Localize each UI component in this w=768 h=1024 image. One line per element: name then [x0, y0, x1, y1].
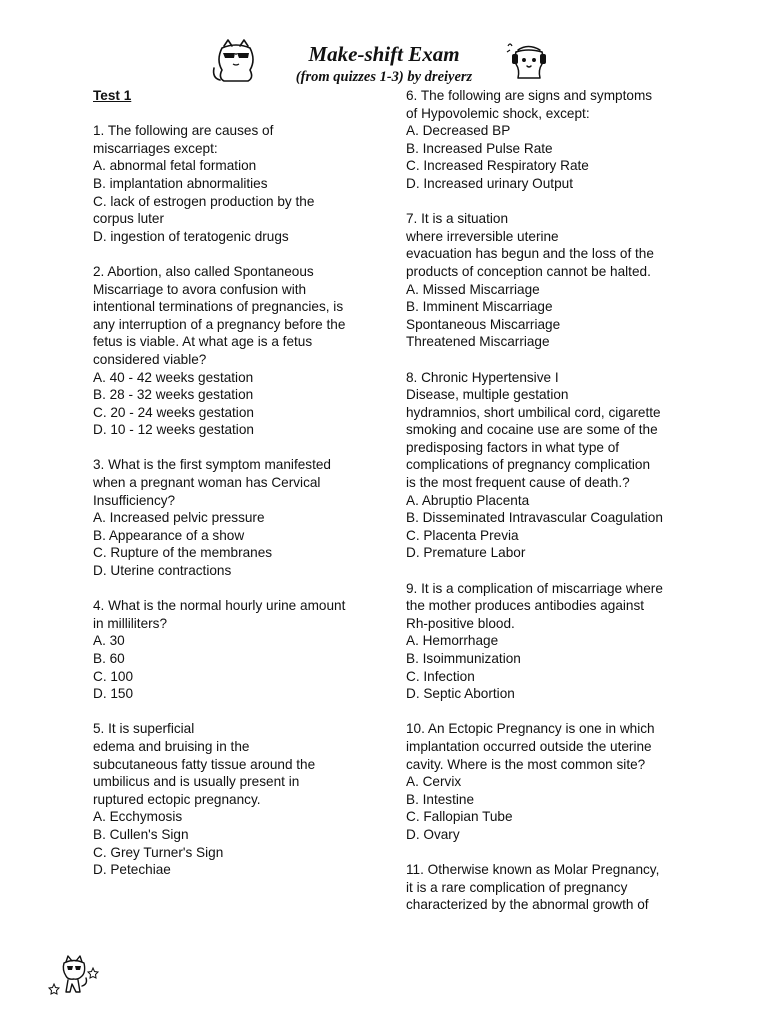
question-text-line: 9. It is a complication of miscarriage where	[406, 580, 663, 596]
question-text-line: B. implantation abnormalities	[93, 175, 268, 191]
question-text-line: A. Cervix	[406, 774, 462, 790]
question-text-line: C. 100	[93, 668, 134, 684]
blank-line	[406, 193, 706, 211]
question-text-line: 1. The following are causes of	[93, 123, 274, 139]
page-title: Make-shift Exam	[308, 42, 460, 66]
question-text-line: Threatened Miscarriage	[406, 334, 550, 350]
section-heading: Test 1	[93, 88, 132, 103]
question-text-line: 2. Abortion, also called Spontaneous	[93, 263, 314, 279]
question-text-line: Rh-positive blood.	[406, 615, 515, 631]
question-text-line: D. 10 - 12 weeks gestation	[93, 422, 254, 438]
question-text-line: B. 60	[93, 651, 125, 666]
question-text-line: B. Appearance of a show	[93, 527, 245, 543]
question-text-line: D. Septic Abortion	[406, 686, 515, 702]
question-text-line: cavity. Where is the most common site?	[406, 756, 646, 772]
question-text-line: umbilicus and is usually present in	[93, 774, 300, 790]
question-text-line: B. Disseminated Intravascular Coagulation	[406, 510, 663, 526]
question-text-line: any interruption of a pregnancy before the	[93, 316, 346, 332]
question-text-line: D. ingestion of teratogenic drugs	[93, 228, 289, 244]
question-text-line: in milliliters?	[93, 615, 168, 631]
question-text-line: A. Missed Miscarriage	[406, 281, 540, 297]
question-text-line: A. Increased pelvic pressure	[93, 510, 265, 526]
question-text-line: where irreversible uterine	[406, 228, 559, 244]
question-text-line: C. Grey Turner's Sign	[93, 844, 224, 860]
question-text-line: intentional terminations of pregnancies, is	[93, 299, 344, 315]
question-text-line: 5. It is superficial	[93, 721, 195, 737]
question-text-line: D. Uterine contractions	[93, 563, 232, 579]
question-text-line: C. 20 - 24 weeks gestation	[93, 404, 254, 420]
right-question-column	[406, 87, 706, 914]
question-text-line: Disease, multiple gestation	[406, 387, 569, 403]
question-text-line: D. Premature Labor	[406, 545, 526, 561]
question-text-line: C. Increased Respiratory Rate	[406, 158, 589, 174]
question-text-line: A. 30	[93, 633, 125, 649]
question-text-line: B. Intestine	[406, 791, 475, 807]
question-text-line: fetus is viable. At what age is a fetus	[93, 334, 313, 350]
question-text-line: hydramnios, short umbilical cord, cigarette	[406, 404, 661, 420]
question-text-line: C. Fallopian Tube	[406, 809, 513, 825]
blank-line	[93, 580, 385, 598]
question-text-line: C. Rupture of the membranes	[93, 545, 273, 561]
question-text-line: predisposing factors in what type of	[406, 439, 620, 455]
question-text-line: edema and bruising in the	[93, 738, 250, 754]
blank-line	[93, 703, 385, 721]
left-question-column	[93, 87, 385, 879]
question-text-line: 8. Chronic Hypertensive I	[406, 369, 559, 385]
blank-line	[93, 439, 385, 457]
question-text-line: D. Increased urinary Output	[406, 175, 573, 191]
question-text-line: smoking and cocaine use are some of the	[406, 422, 658, 438]
question-text-line: A. Hemorrhage	[406, 633, 499, 649]
cat-with-headphones-icon	[506, 40, 552, 82]
question-text-line: 7. It is a situation	[406, 211, 509, 227]
question-text-line: D. Ovary	[406, 826, 460, 842]
question-text-line: 4. What is the normal hourly urine amount	[93, 598, 346, 614]
question-text-line: B. Cullen's Sign	[93, 826, 189, 842]
question-text-line: of Hypovolemic shock, except:	[406, 105, 590, 121]
question-text-line: ruptured ectopic pregnancy.	[93, 791, 261, 807]
question-text-line: 11. Otherwise known as Molar Pregnancy,	[406, 862, 660, 878]
blank-line	[406, 703, 706, 721]
question-text-line: is the most frequent cause of death.?	[406, 475, 630, 491]
question-text-line: complications of pregnancy complication	[406, 457, 651, 473]
question-text-line: D. Petechiae	[93, 862, 171, 878]
question-text-line: C. Placenta Previa	[406, 527, 519, 543]
question-text-line: corpus luter	[93, 211, 165, 227]
question-text-line: Spontaneous Miscarriage	[406, 316, 561, 332]
question-text-line: characterized by the abnormal growth of	[406, 897, 649, 913]
question-text-line: 3. What is the first symptom manifested	[93, 457, 331, 473]
blank-line	[93, 105, 385, 123]
question-text-line: B. Imminent Miscarriage	[406, 299, 553, 315]
cat-with-stars-icon	[46, 952, 104, 1000]
question-text-line: Insufficiency?	[93, 492, 176, 508]
question-text-line: 6. The following are signs and symptoms	[406, 88, 653, 103]
question-text-line: it is a rare complication of pregnancy	[406, 879, 628, 895]
question-text-line: A. Decreased BP	[406, 123, 511, 139]
question-text-line: C. Infection	[406, 668, 475, 684]
question-text-line: C. lack of estrogen production by the	[93, 193, 315, 209]
question-text-line: 10. An Ectopic Pregnancy is one in which	[406, 721, 655, 737]
question-text-line: when a pregnant woman has Cervical	[93, 475, 321, 491]
question-text-line: A. Ecchymosis	[93, 809, 183, 825]
question-text-line: B. 28 - 32 weeks gestation	[93, 387, 254, 403]
question-text-line: miscarriages except:	[93, 140, 218, 156]
question-text-line: Miscarriage to avora confusion with	[93, 281, 307, 297]
blank-line	[93, 245, 385, 263]
blank-line	[406, 844, 706, 862]
question-text-line: B. Isoimmunization	[406, 651, 521, 666]
question-text-line: implantation occurred outside the uterine	[406, 738, 652, 754]
page-subtitle: (from quizzes 1-3) by dreiyerz	[295, 69, 473, 85]
question-text-line: considered viable?	[93, 351, 207, 367]
question-text-line: D. 150	[93, 686, 134, 702]
blank-line	[406, 351, 706, 369]
question-text-line: A. abnormal fetal formation	[93, 158, 257, 174]
question-text-line: the mother produces antibodies against	[406, 598, 645, 614]
question-text-line: products of conception cannot be halted.	[406, 263, 651, 279]
question-text-line: evacuation has begun and the loss of the	[406, 246, 654, 262]
question-text-line: A. 40 - 42 weeks gestation	[93, 369, 254, 385]
question-text-line: subcutaneous fatty tissue around the	[93, 756, 316, 772]
question-text-line: A. Abruptio Placenta	[406, 492, 530, 508]
question-text-line: B. Increased Pulse Rate	[406, 140, 553, 156]
blank-line	[406, 562, 706, 580]
